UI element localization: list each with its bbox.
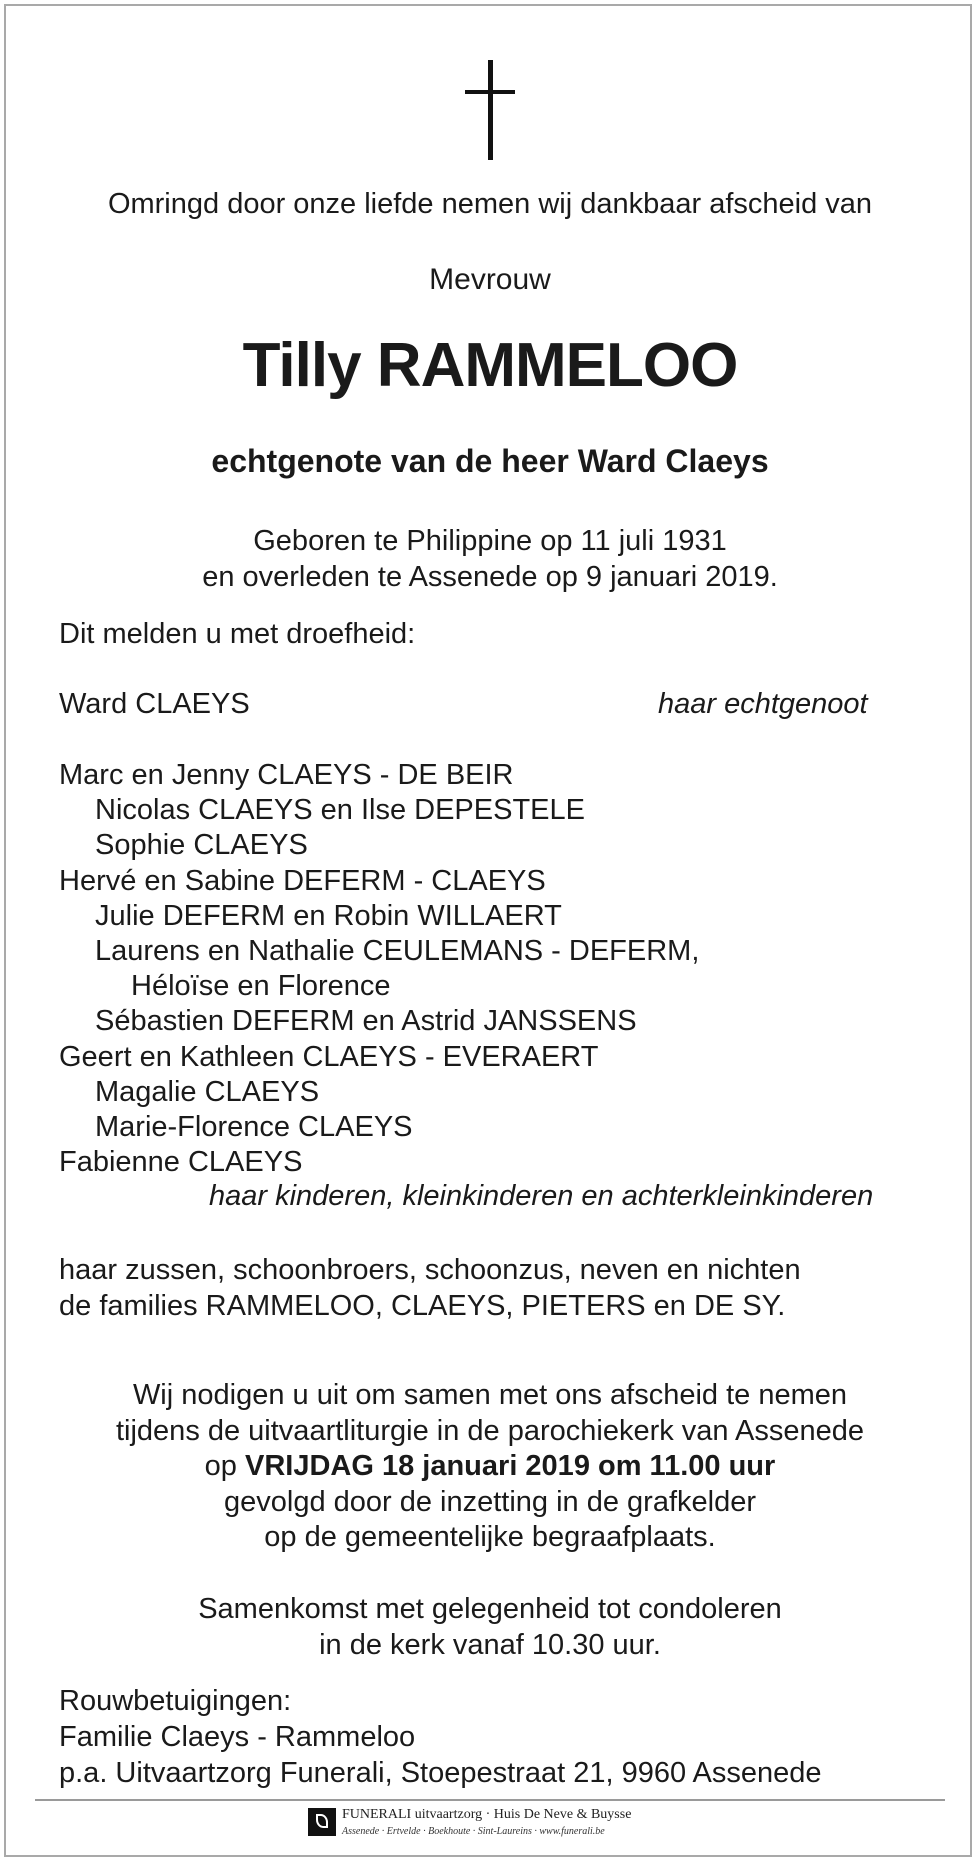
spouse-role: haar echtgenoot: [658, 688, 868, 720]
family-member: Sophie CLAEYS: [95, 829, 308, 862]
family-member: Julie DEFERM en Robin WILLAERT: [95, 899, 562, 932]
condolence-line: p.a. Uitvaartzorg Funerali, Stoepestraat 21, 9960 Assenede: [59, 1757, 822, 1789]
condolence-heading: Rouwbetuigingen:: [59, 1685, 292, 1717]
condolence-address: [59, 1683, 822, 1791]
family-member: Fabienne CLAEYS: [59, 1146, 303, 1179]
family-member: Héloïse en Florence: [131, 970, 391, 1003]
honorific: Mevrouw: [429, 263, 551, 296]
relatives-line: haar zussen, schoonbroers, schoonzus, neven en nichten: [59, 1254, 801, 1286]
family-list: [59, 758, 699, 1180]
family-member: Geert en Kathleen CLAEYS - EVERAERT: [59, 1040, 599, 1073]
footer-divider: [35, 1799, 945, 1801]
leaf-icon: [308, 1808, 336, 1836]
funeral-home-locations: Assenede · Ertvelde · Boekhoute · Sint-Laureins · www.funerali.be: [342, 1826, 605, 1837]
funeral-date: VRIJDAG 18 januari 2019 om 11.00 uur: [245, 1450, 776, 1482]
birth-line: Geboren te Philippine op 11 juli 1931: [253, 525, 727, 557]
relatives-block: [59, 1252, 801, 1324]
spouse-line: echtgenote van de heer Ward Claeys: [211, 443, 769, 479]
announce-text: Dit melden u met droefheid:: [59, 618, 416, 650]
gathering-block: [0, 1591, 980, 1663]
family-member: Sébastien DEFERM en Astrid JANSSENS: [95, 1005, 637, 1038]
invitation-line: op de gemeentelijke begraafplaats.: [264, 1521, 716, 1553]
condolence-line: Familie Claeys - Rammeloo: [59, 1721, 416, 1753]
funeral-home-footer: [308, 1804, 728, 1844]
death-line: en overleden te Assenede op 9 januari 2019.: [202, 561, 778, 593]
invitation-block: [0, 1378, 980, 1556]
family-member: Laurens en Nathalie CEULEMANS - DEFERM,: [95, 935, 700, 968]
funeral-home-name: FUNERALI uitvaartzorg · Huis De Neve & Buysse: [342, 1807, 632, 1822]
invitation-datetime: op VRIJDAG 18 januari 2019 om 11.00 uur: [204, 1450, 776, 1482]
family-member: Magalie CLAEYS: [95, 1075, 320, 1108]
cross-icon: [465, 60, 515, 160]
invitation-line: Wij nodigen u uit om samen met ons afscheid te nemen: [132, 1379, 848, 1411]
intro-text: Omringd door onze liefde nemen wij dankbaar afscheid van: [107, 188, 873, 220]
gathering-line: Samenkomst met gelegenheid tot condoleren: [198, 1593, 782, 1625]
kids-role: haar kinderen, kleinkinderen en achterkleinkinderen: [209, 1180, 874, 1212]
birth-death-block: [0, 523, 980, 595]
family-member: Marie-Florence CLAEYS: [95, 1111, 413, 1144]
invitation-line: gevolgd door de inzetting in de grafkelder: [223, 1485, 757, 1518]
gathering-line: in de kerk vanaf 10.30 uur.: [319, 1629, 661, 1661]
spouse-name: Ward CLAEYS: [59, 688, 250, 720]
deceased-name: Tilly RAMMELOO: [242, 331, 738, 400]
family-member: Hervé en Sabine DEFERM - CLAEYS: [59, 864, 546, 897]
family-member: Nicolas CLAEYS en Ilse DEPESTELE: [95, 794, 585, 827]
invitation-line: tijdens de uitvaartliturgie in de parochiekerk van Assenede: [115, 1414, 864, 1447]
relatives-line: de families RAMMELOO, CLAEYS, PIETERS en DE SY.: [59, 1290, 786, 1322]
family-member: Marc en Jenny CLAEYS - DE BEIR: [59, 759, 514, 791]
